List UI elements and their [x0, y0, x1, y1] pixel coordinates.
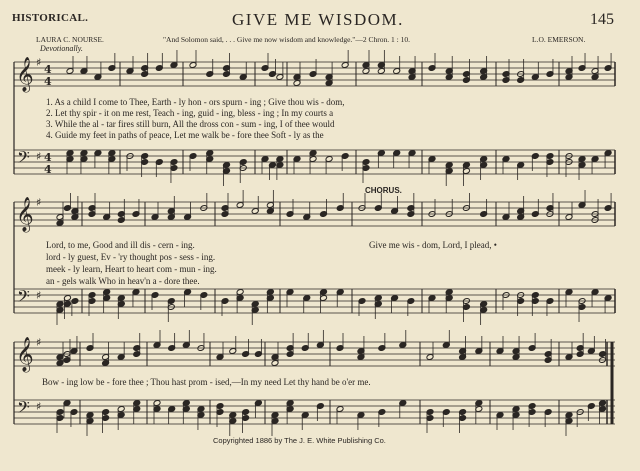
- time-signature-bottom: 4: [44, 163, 52, 176]
- key-sharp: ♯: [36, 150, 42, 163]
- lyrics-verse-2-end: lord - ly guest, Ev - 'ry thought pos - sess - ing.: [46, 252, 216, 262]
- key-sharp: ♯: [36, 196, 42, 209]
- key-sharp: ♯: [36, 56, 42, 69]
- lyrics-verse-2: 2. Let thy spir - it on me rest, Teach - ing, guid - ing, bless - ing ; In my courts a: [46, 108, 334, 118]
- hymn-title: GIVE ME WISDOM.: [232, 10, 404, 29]
- time-signature-top: 4: [44, 151, 52, 164]
- lyrics-chorus-start: Give me wis - dom, Lord, I plead, •: [369, 240, 497, 250]
- lyrics-verse-1: 1. As a child I come to Thee, Earth - ly hon - ors spurn - ing ; Give thou wis - dom,: [46, 97, 345, 107]
- lyrics-verse-1-end: Lord, to me, Good and ill dis - cern - ing.: [46, 240, 195, 250]
- page-number: 145: [590, 11, 614, 28]
- key-sharp: ♯: [36, 400, 42, 413]
- time-signature-top: 4: [44, 63, 52, 76]
- lyrics-verse-4-end: an - gels walk Who in heav'n a - dore thee.: [46, 276, 200, 286]
- tempo-marking: Devotionally.: [40, 44, 83, 53]
- chorus-label: CHORUS.: [365, 186, 402, 195]
- copyright-notice: Copyrighted 1886 by The J. E. White Publishing Co.: [213, 436, 386, 445]
- bass-clef: 𝄢: [17, 397, 30, 421]
- lyrics-verse-3-end: meek - ly learn, Heart to heart com - mun - ing.: [46, 264, 217, 274]
- treble-staff: [14, 202, 615, 226]
- key-sharp: ♯: [36, 336, 42, 349]
- scripture-quote: "And Solomon said, . . . Give me now wisdom and knowledge."—2 Chron. 1 : 10.: [163, 35, 410, 44]
- treble-clef: 𝄞: [16, 57, 34, 92]
- time-signature-bottom: 4: [44, 75, 52, 88]
- treble-clef: 𝄞: [16, 337, 34, 372]
- key-sharp: ♯: [36, 289, 42, 302]
- lyrics-chorus-end: Bow - ing low be - fore thee ; Thou hast prom - ised,—In my need Let thy hand be o'er me.: [42, 377, 371, 387]
- bass-clef: 𝄢: [17, 286, 30, 310]
- bass-clef: 𝄢: [17, 147, 30, 171]
- treble-clef: 𝄞: [16, 197, 34, 232]
- composer-credit: L.O. EMERSON.: [532, 35, 586, 44]
- lyrics-verse-4: 4. Guide my feet in paths of peace, Let me walk be - fore thee Soft - ly as the: [46, 130, 324, 140]
- lyrics-verse-3: 3. While the al - tar fires still burn, All the dross con - sum - ing, I of thee would: [46, 119, 335, 129]
- section-heading: HISTORICAL.: [12, 12, 89, 24]
- lyricist-credit: LAURA C. NOURSE.: [36, 35, 104, 44]
